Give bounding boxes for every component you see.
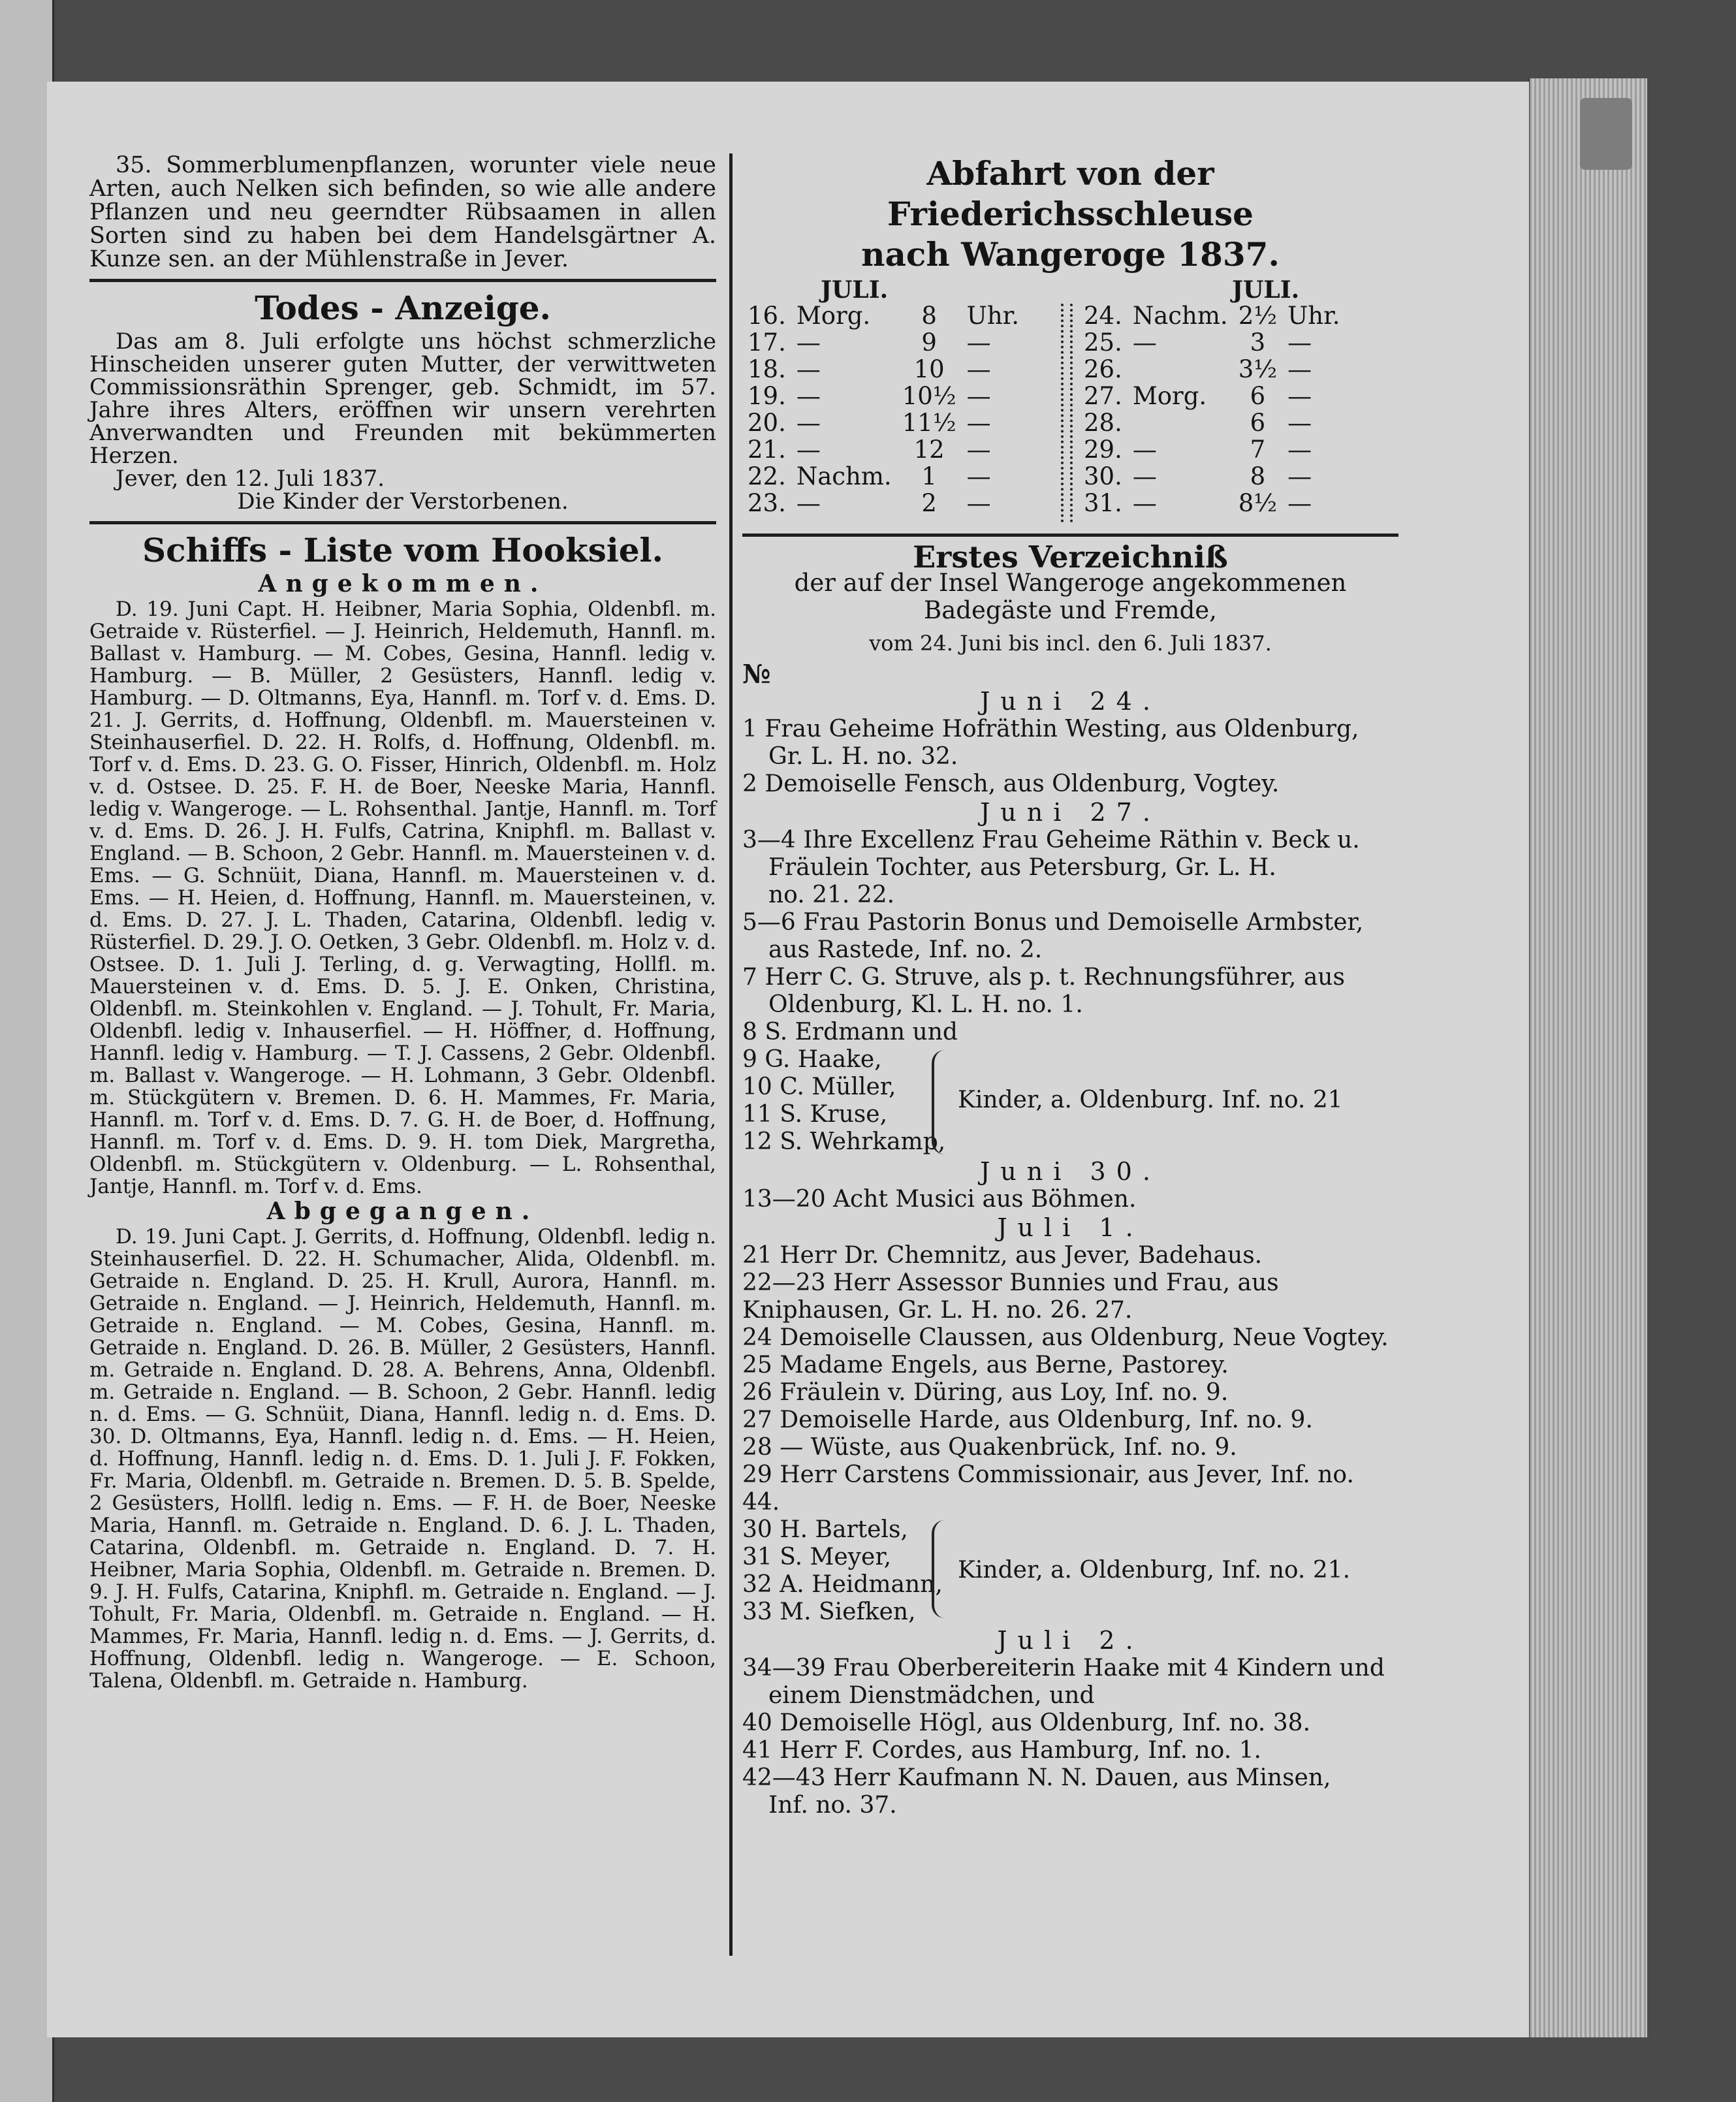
schedule-hour: 2½ [1238, 301, 1278, 330]
guest-entry: 40 Demoiselle Högl, aus Oldenburg, Inf. no. 38. [742, 1710, 1311, 1736]
ferry-schedule [742, 278, 1398, 526]
death-notice-title: Todes - Anzeige. [255, 289, 551, 327]
schedule-time: — [1132, 488, 1157, 517]
guest-entry-line: aus Rastede, Inf. no. 2. [768, 936, 1043, 963]
guest-group-info: Kinder, a. Oldenburg. Inf. no. 21 [958, 1087, 1343, 1113]
schedule-time: — [796, 488, 821, 517]
schedule-unit: Uhr. [1287, 301, 1340, 330]
schedule-day: 21. [748, 435, 786, 464]
divider [89, 521, 716, 524]
schedule-hour: 11½ [902, 408, 956, 437]
arrived-ships-text: D. 19. Juni Capt. H. Heibner, Maria Sophia, Oldenbfl. m. Getraide v. Rüsterfiel. — J. Heinrich, Heldemuth, Hannfl. m. Ballast v. Hamburg. — M. Cobes, Gesina, Hannfl. ledig v. Hamburg. — B. Müller, 2 Gesüsters, Hannfl. ledig v. Hamburg. — D. Oltmanns, Eya, Hannfl. m. Torf v. d. Ems. D. 21. J. Gerrits, d. Hoffnung, Oldenbfl. m. Mauersteinen v. Steinhauserfiel. D. 22. H. Rolfs, d. Hoffnung, Oldenbfl. m. Torf v. d. Ems. D. 23. G. O. Fisser, Hinrich, Oldenbfl. m. Holz v. d. Ostsee. D. 25. F. H. de Boer, Neeske Maria, Hannfl. ledig v. Wangeroge. — L. Rohsenthal. Jantje, Hannfl. m. Torf v. d. Ems. D. 26. J. H. Fulfs, Catrina, Kniphfl. m. Ballast v. England. — B. Schoon, 2 Gebr. Hannfl. m. Mauersteinen v. d. Ems. — G. Schnüit, Diana, Hannfl. m. Mauersteinen v. d. Ems. — H. Heien, d. Hoffnung, Hannfl. m. Mauersteinen, v. d. Ems. D. 27. J. L. Thaden, Catarina, Oldenbfl. ledig v. Rüsterfiel. D. 29. J. O. Oetken, 3 Gebr. Oldenbfl. m. Holz v. d. Ostsee. D. 1. Juli J. Terling, d. g. Verwagting, Hollfl. m. Mauersteinen v. d. Ems. D. 5. J. E. Onken, Christina, Oldenbfl. m. Steinkohlen v. England. — J. Tohult, Fr. Maria, Oldenbfl. ledig v. Inhauserfiel. — H. Höffner, d. Hoffnung, Hannfl. ledig v. Hamburg. — T. J. Cassens, 2 Gebr. Oldenbfl. m. Ballast v. Wangeroge. — H. Lohmann, 3 Gebr. Oldenbfl. m. Stückgütern v. Bremen. D. 6. H. Mammes, Fr. Maria, Hannfl. m. Torf v. d. Ems. D. 7. G. H. de Boer, d. Hoffnung, Hannfl. m. Torf v. d. Ems. D. 9. H. tom Diek, Margretha, Oldenbfl. m. Stückgütern v. Oldenburg. — L. Rohsenthal, Jantje, Hannfl. m. Torf v. d. Ems. [89, 597, 716, 1198]
schedule-row [1079, 329, 1346, 356]
schedule-row [1079, 302, 1346, 329]
schedule-hour: 7 [1250, 435, 1266, 464]
page-corner [1580, 98, 1632, 170]
schedule-row [742, 356, 1024, 383]
guest-name: 33 M. Siefken, [742, 1599, 916, 1625]
schedule-hour: 2 [921, 488, 937, 517]
guest-list-date-range: vom 24. Juni bis incl. den 6. Juli 1837. [869, 631, 1272, 656]
guest-entry [742, 909, 1398, 964]
schedule-unit: — [1287, 462, 1312, 490]
schedule-time: — [1132, 328, 1157, 357]
departed-ships-text: D. 19. Juni Capt. J. Gerrits, d. Hoffnung, Oldenbfl. ledig n. Steinhauserfiel. D. 22. H. Schumacher, Alida, Oldenbfl. m. Getraide n. England. D. 25. H. Krull, Aurora, Hannfl. m. Getraide n. England. — J. Heinrich, Heldemuth, Hannfl. m. Getraide n. England. — M. Cobes, Gesina, Hannfl. m. Getraide n. England. D. 26. B. Müller, 2 Gesüsters, Hannfl. m. Getraide n. England. D. 28. A. Behrens, Anna, Oldenbfl. m. Getraide n. England. — B. Schoon, 2 Gebr. Hannfl. ledig n. d. Ems. — G. Schnüit, Diana, Hannfl. ledig n. d. Ems. D. 30. D. Oltmanns, Eya, Hannfl. ledig n. d. Ems. — H. Heien, d. Hoffnung, Hannfl. ledig n. d. Ems. D. 1. Juli J. F. Fokken, Fr. Maria, Oldenbfl. m. Getraide n. Bremen. D. 5. B. Spelde, 2 Gesüsters, Hollfl. ledig n. Ems. — F. H. de Boer, Neeske Maria, Hannfl. m. Getraide n. England. D. 6. J. L. Thaden, Catarina, Oldenbfl. m. Getraide n. England. D. 7. H. Heibner, Maria Sophia, Oldenbfl. m. Getraide n. Bremen. D. 9. J. H. Fulfs, Catarina, Kniphfl. m. Getraide n. England. — J. Tohult, Fr. Maria, Oldenbfl. m. Getraide n. England. — H. Mammes, Fr. Maria, Hannfl. ledig n. d. Ems. — J. Gerrits, d. Hoffnung, Oldenbfl. ledig n. Wangeroge. — E. Schoon, Talena, Oldenbfl. m. Getraide n. Hamburg. [89, 1225, 716, 1693]
book-page-stack [1528, 78, 1647, 2037]
schedule-day: 24. [1084, 301, 1122, 330]
schedule-hour: 3 [1250, 328, 1266, 357]
guest-entry: 27 Demoiselle Harde, aus Oldenburg, Inf. no. 9. [742, 1407, 1313, 1433]
schedule-day: 31. [1084, 488, 1122, 517]
date-heading: Juni 27. [980, 798, 1161, 827]
guest-name: 9 G. Haake, [742, 1046, 882, 1073]
guest-entry-line: Fräulein Tochter, aus Petersburg, Gr. L. H. [768, 854, 1276, 881]
schedule-row [1079, 383, 1346, 409]
guest-entry-line: 3—4 Ihre Excellenz Frau Geheime Räthin v. Beck u. [742, 827, 1360, 853]
guest-entry-line: 1 Frau Geheime Hofräthin Westing, aus Oldenburg, [742, 716, 1359, 742]
schedule-hour: 6 [1250, 408, 1266, 437]
guest-entry: 13—20 Acht Musici aus Böhmen. [742, 1186, 1137, 1213]
schedule-row [1079, 409, 1346, 436]
schedule-time: Morg. [1132, 381, 1207, 410]
schedule-row [742, 436, 1024, 463]
guest-name: 10 C. Müller, [742, 1074, 896, 1100]
guest-entry: 24 Demoiselle Claussen, aus Oldenburg, Neue Vogtey. [742, 1324, 1389, 1351]
schedule-hour: 9 [921, 328, 937, 357]
guest-name: 8 S. Erdmann und [742, 1019, 958, 1045]
schedule-day: 23. [748, 488, 786, 517]
guest-name: 32 A. Heidmann, [742, 1571, 943, 1598]
guest-entry-line: 42—43 Herr Kaufmann N. N. Dauen, aus Minsen, [742, 1764, 1331, 1791]
guest-entry [742, 716, 1398, 771]
guest-group-names [742, 1019, 958, 1156]
guest-entry: 25 Madame Engels, aus Berne, Pastorey. [742, 1352, 1229, 1378]
guest-entry: 26 Fräulein v. Düring, aus Loy, Inf. no. 9. [742, 1379, 1229, 1406]
column-divider [729, 153, 733, 1956]
schedule-hour: 6 [1250, 381, 1266, 410]
newspaper-page [47, 82, 1529, 2037]
guest-entry-line: einem Dienstmädchen, und [768, 1682, 1095, 1709]
guest-name: 31 S. Meyer, [742, 1544, 892, 1570]
guest-entry: 2 Demoiselle Fensch, aus Oldenburg, Vogtey. [742, 771, 1280, 797]
schedule-row [742, 409, 1024, 436]
schedule-time: — [796, 435, 821, 464]
left-page-edge [0, 0, 54, 2102]
date-heading: Juni 30. [980, 1157, 1161, 1186]
schedule-hour: 8½ [1238, 488, 1278, 517]
guest-entry-line: no. 21. 22. [768, 882, 895, 908]
death-notice-signature: Die Kinder der Verstorbenen. [237, 488, 569, 515]
schedule-table-left [742, 302, 1024, 517]
guest-name: 11 S. Kruse, [742, 1101, 888, 1128]
schedule-unit: Uhr. [966, 301, 1020, 330]
schedule-day: 17. [748, 328, 786, 357]
date-heading: Juni 24. [980, 687, 1161, 716]
guest-entry-line: Inf. no. 37. [768, 1792, 897, 1819]
schedule-day: 26. [1084, 355, 1122, 383]
guest-list-subtitle-2: Badegäste und Fremde, [924, 596, 1217, 624]
advertisement-35: 35. Sommerblumenpflanzen, worunter viele neue Arten, auch Nelken sich befinden, so wie alle andere Pflanzen und neu geerndter Rübsaamen in allen Sorten sind zu haben bei dem Handelsgärtner A. Kunze sen. an der Mühlenstraße in Jever. [89, 152, 716, 272]
left-column [89, 153, 716, 1917]
schedule-day: 29. [1084, 435, 1122, 464]
schedule-divider [1061, 304, 1073, 522]
guest-entry [742, 1655, 1398, 1710]
schedule-day: 30. [1084, 462, 1122, 490]
guest-name: 12 S. Wehrkamp, [742, 1128, 946, 1155]
schedule-row [742, 383, 1024, 409]
schedule-hour: 1 [921, 462, 937, 490]
right-column [742, 153, 1398, 1949]
month-label-right: JULI. [1232, 276, 1300, 304]
schedule-day: 19. [748, 381, 786, 410]
date-heading: Juli 2. [997, 1626, 1144, 1655]
departed-heading: Abgegangen. [266, 1198, 539, 1225]
schedule-row [1079, 463, 1346, 490]
guest-entry-line: Oldenburg, Kl. L. H. no. 1. [768, 991, 1083, 1018]
guest-entry: 21 Herr Dr. Chemnitz, aus Jever, Badehaus. [742, 1242, 1263, 1269]
schedule-time: — [796, 381, 821, 410]
schedule-title-line2: nach Wangeroge 1837. [861, 235, 1280, 274]
schedule-unit: — [966, 435, 991, 464]
schedule-unit: — [1287, 355, 1312, 383]
guest-entry [742, 964, 1398, 1019]
ship-list-title: Schiffs - Liste vom Hooksiel. [142, 531, 663, 569]
schedule-day: 18. [748, 355, 786, 383]
schedule-row [742, 329, 1024, 356]
date-heading: Juli 1. [997, 1213, 1144, 1242]
schedule-day: 27. [1084, 381, 1122, 410]
guest-entry-line: Gr. L. H. no. 32. [768, 743, 958, 770]
schedule-day: 20. [748, 408, 786, 437]
schedule-time: Nachm. [796, 462, 892, 490]
guest-list-title: Erstes Verzeichniß [913, 539, 1228, 575]
schedule-time [1128, 356, 1233, 383]
schedule-hour: 12 [913, 435, 945, 464]
grouping-brace [932, 1050, 949, 1155]
death-notice-text: Das am 8. Juli erfolgte uns höchst schmerzliche Hinscheiden unserer guten Mutter, der verwittweten Commissionsräthin Sprenger, geb. Schmidt, im 57. Jahre ihres Alters, eröffnen wir unsern verehrten Anverwandten und Freunden mit bekümmerten Herzen. [89, 328, 716, 469]
guest-group-names [742, 1516, 943, 1626]
schedule-row [742, 490, 1024, 517]
schedule-time: Morg. [796, 301, 871, 330]
guest-entry: 22—23 Herr Assessor Bunnies und Frau, aus Kniphausen, Gr. L. H. no. 26. 27. [742, 1269, 1279, 1324]
schedule-day: 25. [1084, 328, 1122, 357]
schedule-row [1079, 356, 1346, 383]
schedule-day: 28. [1084, 408, 1122, 437]
schedule-time: — [1132, 462, 1157, 490]
schedule-unit: — [1287, 328, 1312, 357]
schedule-day: 22. [748, 462, 786, 490]
guest-entry-line: 34—39 Frau Oberbereiterin Haake mit 4 Kindern und [742, 1655, 1385, 1681]
arrived-heading: Angekommen. [258, 570, 548, 597]
schedule-unit: — [966, 462, 991, 490]
number-sign: № [742, 659, 771, 690]
schedule-time [1128, 409, 1233, 436]
schedule-time: — [796, 328, 821, 357]
schedule-row [742, 463, 1024, 490]
schedule-table-right [1079, 302, 1346, 517]
schedule-time: Nachm. [1132, 301, 1228, 330]
schedule-row [1079, 490, 1346, 517]
schedule-unit: — [1287, 381, 1312, 410]
month-label-left: JULI. [821, 276, 889, 304]
schedule-unit: — [1287, 435, 1312, 464]
schedule-unit: — [966, 328, 991, 357]
guest-group-children [742, 1019, 1398, 1157]
guest-entry [742, 827, 1398, 909]
schedule-hour: 10½ [902, 381, 956, 410]
guest-name: 30 H. Bartels, [742, 1516, 908, 1543]
guest-group-children [742, 1516, 1398, 1626]
guest-entry-line: 5—6 Frau Pastorin Bonus und Demoiselle Armbster, [742, 909, 1364, 936]
divider [89, 279, 716, 282]
schedule-title-line1: Abfahrt von der Friederichsschleuse [887, 154, 1254, 233]
schedule-hour: 8 [1250, 462, 1266, 490]
guest-group-info: Kinder, a. Oldenburg, Inf. no. 21. [958, 1557, 1351, 1584]
schedule-row [742, 302, 1024, 329]
guest-entry: 28 — Wüste, aus Quakenbrück, Inf. no. 9. [742, 1434, 1237, 1461]
guest-list-subtitle-1: der auf der Insel Wangeroge angekommenen [794, 569, 1347, 597]
schedule-time: — [796, 408, 821, 437]
schedule-unit: — [966, 381, 991, 410]
schedule-unit: — [1287, 488, 1312, 517]
schedule-day: 16. [748, 301, 786, 330]
schedule-unit: — [1287, 408, 1312, 437]
schedule-row [1079, 436, 1346, 463]
schedule-unit: — [966, 488, 991, 517]
schedule-unit: — [966, 408, 991, 437]
schedule-unit: — [966, 355, 991, 383]
schedule-hour: 8 [921, 301, 937, 330]
schedule-hour: 3½ [1238, 355, 1278, 383]
guest-entry: 29 Herr Carstens Commissionair, aus Jever, Inf. no. 44. [742, 1461, 1354, 1516]
death-notice-date: Jever, den 12. Juli 1837. [116, 466, 385, 492]
grouping-brace [932, 1520, 949, 1618]
guest-entry-line: 7 Herr C. G. Struve, als p. t. Rechnungsführer, aus [742, 964, 1345, 991]
schedule-title [742, 153, 1398, 275]
guest-entry [742, 1764, 1398, 1819]
schedule-hour: 10 [913, 355, 945, 383]
guest-entry: 41 Herr F. Cordes, aus Hamburg, Inf. no. 1. [742, 1737, 1261, 1764]
schedule-time: — [1132, 435, 1157, 464]
divider [742, 533, 1398, 537]
schedule-time: — [796, 355, 821, 383]
